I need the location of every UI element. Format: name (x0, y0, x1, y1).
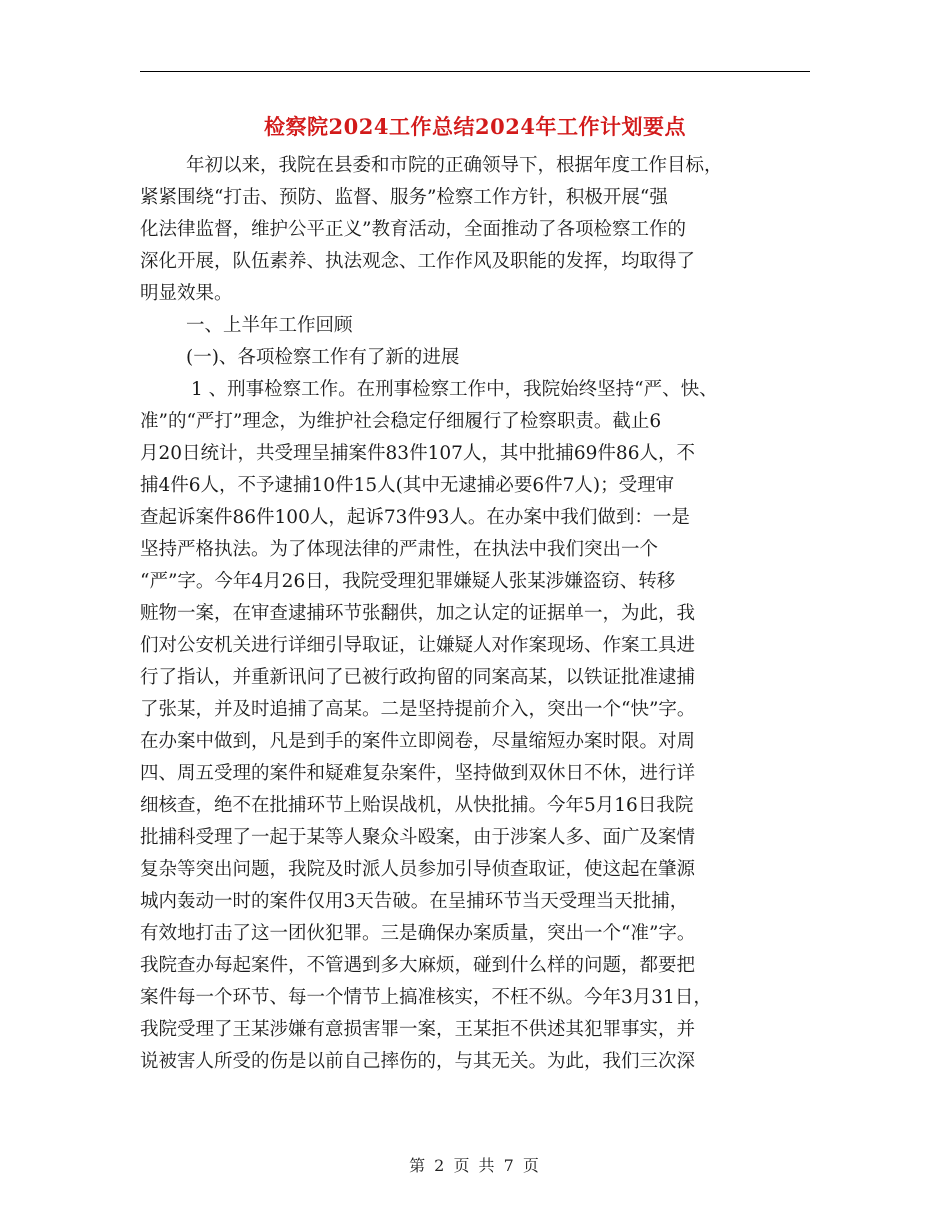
paragraph-line: “严”字。今年4月26日，我院受理犯罪嫌疑人张某涉嫌盗窃、转移 (140, 571, 676, 592)
subsection-heading: (一)、各项检察工作有了新的进展 (186, 347, 460, 368)
paragraph-line: 我院查办每起案件，不管遇到多大麻烦，碰到什么样的问题，都要把 (140, 955, 696, 976)
paragraph-line: 月20日统计，共受理呈捕案件83件107人，其中批捕69件86人，不 (140, 443, 695, 464)
paragraph-line: 坚持严格执法。为了体现法律的严肃性，在执法中我们突出一个 (140, 539, 659, 560)
paragraph-line: 深化开展，队伍素养、执法观念、工作作风及职能的发挥，均取得了 (140, 251, 696, 272)
document-body (140, 150, 816, 1078)
document-title: 检察院2024工作总结2024年工作计划要点 (264, 114, 686, 139)
paragraph-line: 我院受理了王某涉嫌有意损害罪一案，王某拒不供述其犯罪事实，并 (140, 1019, 696, 1040)
section-heading: 一、上半年工作回顾 (186, 315, 353, 336)
paragraph-line: 城内轰动一时的案件仅用3天告破。在呈捕环节当天受理当天批捕， (140, 891, 689, 912)
paragraph-line: 四、周五受理的案件和疑难复杂案件，坚持做到双休日不休，进行详 (140, 763, 696, 784)
paragraph-line: 紧紧围绕“打击、预防、监督、服务”检察工作方针，积极开展“强 (140, 187, 668, 208)
paragraph-line: 明显效果。 (140, 283, 233, 304)
paragraph-line: 查起诉案件86件100人，起诉73件93人。在办案中我们做到：一是 (140, 507, 690, 528)
paragraph-line: 在办案中做到，凡是到手的案件立即阅卷，尽量缩短办案时限。对周 (140, 731, 696, 752)
paragraph-line: 们对公安机关进行详细引导取证，让嫌疑人对作案现场、作案工具进 (140, 635, 696, 656)
paragraph-line: 1 、刑事检察工作。在刑事检察工作中，我院始终坚持“严、快、 (191, 379, 718, 400)
paragraph-line: 说被害人所受的伤是以前自己摔伤的，与其无关。为此，我们三次深 (140, 1051, 696, 1072)
paragraph-line: 细核查，绝不在批捕环节上贻误战机，从快批捕。今年5月16日我院 (140, 795, 694, 816)
paragraph-line: 复杂等突出问题，我院及时派人员参加引导侦查取证，使这起在肇源 (140, 859, 696, 880)
paragraph-line: 化法律监督，维护公平正义”教育活动，全面推动了各项检察工作的 (140, 219, 686, 240)
paragraph-line: 批捕科受理了一起于某等人聚众斗殴案，由于涉案人多、面广及案情 (140, 827, 696, 848)
paragraph-line: 有效地打击了这一团伙犯罪。三是确保办案质量，突出一个“准”字。 (140, 923, 696, 944)
paragraph-line: 准”的“严打”理念，为维护社会稳定仔细履行了检察职责。截止6 (140, 411, 662, 432)
paragraph-line: 行了指认，并重新讯问了已被行政拘留的同案高某，以铁证批准逮捕 (140, 667, 696, 688)
paragraph-line: 案件每一个环节、每一个情节上搞准核实，不枉不纵。今年3月31日， (140, 987, 712, 1008)
paragraph-line: 赃物一案，在审查逮捕环节张翻供，加之认定的证据单一，为此，我 (140, 603, 696, 624)
paragraph-line: 捕4件6人，不予逮捕10件15人(其中无逮捕必要6件7人)；受理审 (140, 475, 675, 496)
header-rule (140, 71, 810, 72)
paragraph-line: 年初以来，我院在县委和市院的正确领导下，根据年度工作目标， (186, 155, 723, 176)
paragraph-line: 了张某，并及时追捕了高某。二是坚持提前介入，突出一个“快”字。 (140, 699, 696, 720)
page-number: 第 2 页 共 7 页 (409, 1156, 541, 1175)
